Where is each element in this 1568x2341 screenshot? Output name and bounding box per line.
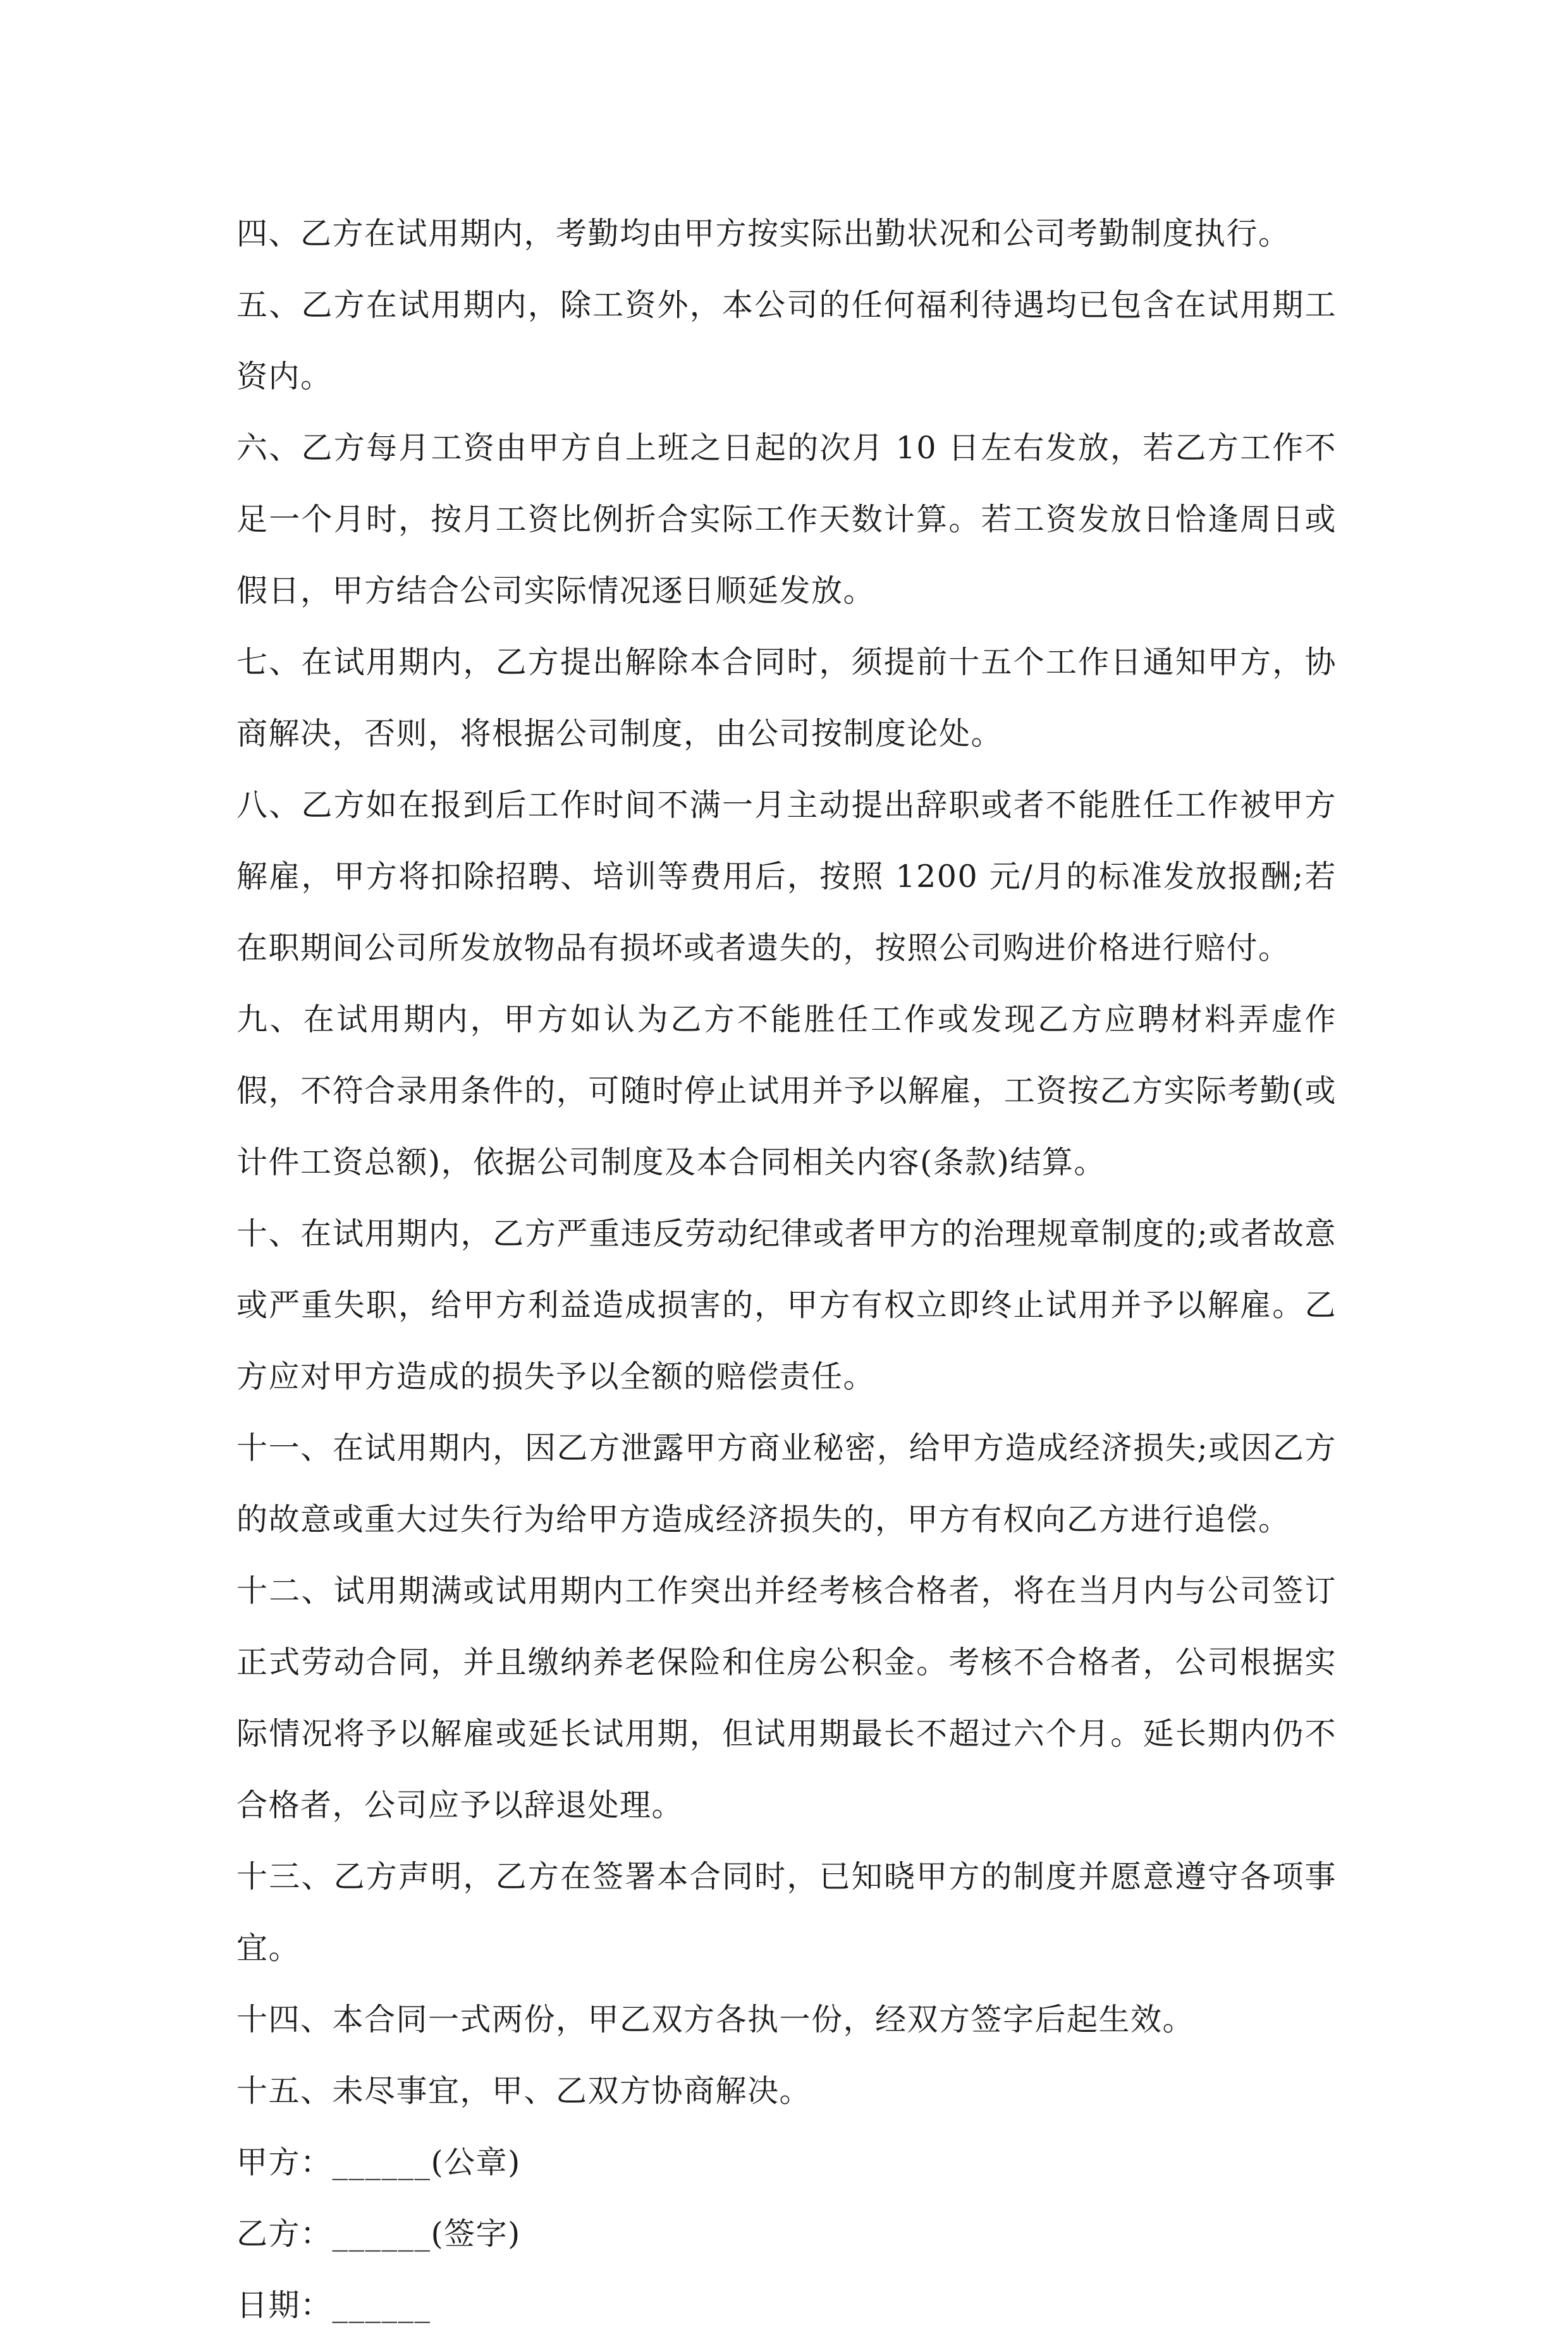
clause-10: 十、在试用期内，乙方严重违反劳动纪律或者甲方的治理规章制度的;或者故意或严重失职，给甲方利益造成损害的，甲方有权立即终止试用并予以解雇。乙方应对甲方造成的损失予以全额的赔偿责任。 [236, 1216, 1337, 1395]
clause-7: 七、在试用期内，乙方提出解除本合同时，须提前十五个工作日通知甲方，协商解决，否则，将根据公司制度，由公司按制度论处。 [236, 644, 1337, 752]
party-a-signature-line: 甲方：______(公章) [236, 2144, 521, 2180]
clause-4: 四、乙方在试用期内，考勤均由甲方按实际出勤状况和公司考勤制度执行。 [236, 216, 1290, 252]
clause-15: 十五、未尽事宜，甲、乙双方协商解决。 [236, 2073, 812, 2109]
clause-9: 九、在试用期内，甲方如认为乙方不能胜任工作或发现乙方应聘材料弄虚作假，不符合录用条件的，可随时停止试用并予以解雇，工资按乙方实际考勤(或计件工资总额)，依据公司制度及本合同相关内容(条款)结算。 [236, 1001, 1337, 1180]
clause-6: 六、乙方每月工资由甲方自上班之日起的次月 10 日左右发放，若乙方工作不足一个月时，按月工资比例折合实际工作天数计算。若工资发放日恰逢周日或假日，甲方结合公司实际情况逐日顺延发放。 [236, 430, 1337, 609]
clause-12: 十二、试用期满或试用期内工作突出并经考核合格者，将在当月内与公司签订正式劳动合同，并且缴纳养老保险和住房公积金。考核不合格者，公司根据实际情况将予以解雇或延长试用期，但试用期最长不超过六个月。延长期内仍不合格者，公司应予以辞退处理。 [236, 1573, 1337, 1823]
clause-11: 十一、在试用期内，因乙方泄露甲方商业秘密，给甲方造成经济损失;或因乙方的故意或重大过失行为给甲方造成经济损失的，甲方有权向乙方进行追偿。 [236, 1430, 1337, 1537]
party-b-signature-line: 乙方：______(签字) [236, 2216, 521, 2252]
clause-13: 十三、乙方声明，乙方在签署本合同时，已知晓甲方的制度并愿意遵守各项事宜。 [236, 1859, 1337, 1966]
clause-8: 八、乙方如在报到后工作时间不满一月主动提出辞职或者不能胜任工作被甲方解雇，甲方将扣除招聘、培训等费用后，按照 1200 元/月的标准发放报酬;若在职期间公司所发放物品有损坏或者遗失的，按照公司购进价格进行赔付。 [236, 787, 1337, 966]
clause-14: 十四、本合同一式两份，甲乙双方各执一份，经双方签字后起生效。 [236, 2002, 1195, 2038]
clause-5: 五、乙方在试用期内，除工资外，本公司的任何福利待遇均已包含在试用期工资内。 [236, 287, 1337, 394]
contract-body [236, 198, 1337, 2341]
date-line: 日期：______ [236, 2287, 431, 2323]
